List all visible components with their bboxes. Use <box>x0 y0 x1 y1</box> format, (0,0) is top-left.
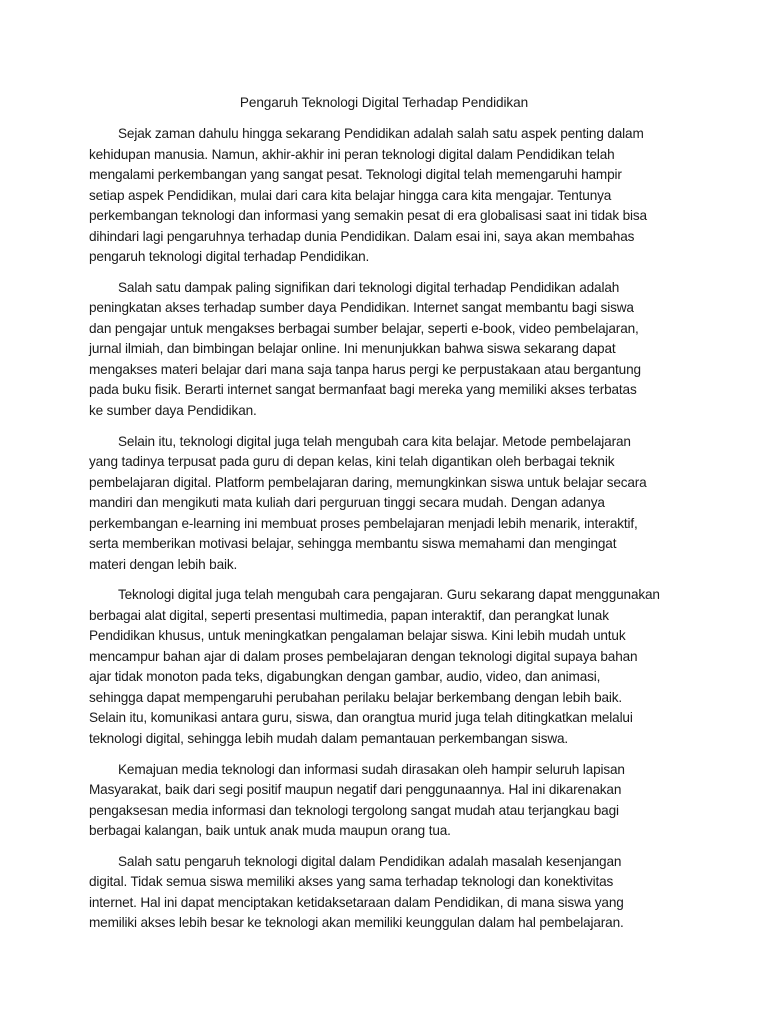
paragraph-line: Salah satu pengaruh teknologi digital dalam Pendidikan adalah masalah kesenjangan <box>118 853 622 869</box>
paragraph-line: yang tadinya terpusat pada guru di depan kelas, kini telah digantikan oleh berbagai teknik <box>89 454 615 470</box>
paragraph-line: materi dengan lebih baik. <box>89 556 238 572</box>
paragraph-line: Selain itu, teknologi digital juga telah mengubah cara kita belajar. Metode pembelajaran <box>118 433 631 449</box>
paragraph-line: berbagai kalangan, baik untuk anak muda maupun orang tua. <box>89 823 451 839</box>
paragraph-line: peningkatan akses terhadap sumber daya Pendidikan. Internet sangat membantu bagi siswa <box>89 300 634 316</box>
paragraph-line: perkembangan teknologi dan informasi yang semakin pesat di era globalisasi saat ini tidak bisa <box>89 208 647 223</box>
paragraph-line: mengakses materi belajar dari mana saja tanpa harus pergi ke perpustakaan atau bergantung <box>89 361 641 377</box>
paragraph <box>89 760 689 842</box>
paragraph-line: berbagai alat digital, seperti presentasi multimedia, papan interaktif, dan perangkat lunak <box>89 607 609 623</box>
paragraph-line: serta memberikan motivasi belajar, sehingga membantu siswa memahami dan mengingat <box>89 536 617 552</box>
paragraph-line: internet. Hal ini dapat menciptakan ketidaksetaraan dalam Pendidikan, di mana siswa yang <box>89 894 624 910</box>
paragraph-line: ajar tidak monoton pada teks, digabungkan dengan gambar, audio, video, dan animasi, <box>89 669 601 685</box>
paragraph <box>89 278 689 422</box>
paragraph-line: pengaksesan media informasi dan teknologi tergolong sangat mudah atau terjangkau bagi <box>89 802 619 818</box>
paragraph <box>89 432 689 576</box>
paragraph-line: pembelajaran digital. Platform pembelajaran daring, memungkinkan siswa untuk belajar secara <box>89 474 647 490</box>
document-title: Pengaruh Teknologi Digital Terhadap Pendidikan <box>239 95 529 110</box>
paragraph-line: sehingga dapat mempengaruhi perubahan perilaku belajar berkembang dengan lebih baik. <box>89 689 623 705</box>
paragraph-line: Selain itu, komunikasi antara guru, siswa, dan orangtua murid juga telah ditingkatkan melalui <box>89 710 633 726</box>
paragraph-line: dan pengajar untuk mengakses berbagai sumber belajar, seperti e-book, video pembelajaran, <box>89 320 639 336</box>
paragraph-line: Kemajuan media teknologi dan informasi sudah dirasakan oleh hampir seluruh lapisan <box>118 761 625 777</box>
paragraph-line: Pendidikan khusus, untuk meningkatkan pengalaman belajar siswa. Kini lebih mudah untuk <box>89 628 626 644</box>
paragraph-line: pengaruh teknologi digital terhadap Pendidikan. <box>89 249 370 264</box>
paragraph <box>89 585 689 749</box>
paragraph-line: Teknologi digital juga telah mengubah cara pengajaran. Guru sekarang dapat menggunakan <box>118 587 660 603</box>
paragraph-line: pada buku fisik. Berarti internet sangat bermanfaat bagi mereka yang memiliki akses terbatas <box>89 382 637 398</box>
paragraph-line: kehidupan manusia. Namun, akhir-akhir ini peran teknologi digital dalam Pendidikan telah <box>89 146 615 162</box>
paragraph-line: perkembangan e-learning ini membuat proses pembelajaran menjadi lebih menarik, interaktif, <box>89 515 638 531</box>
paragraph-line: digital. Tidak semua siswa memiliki akses yang sama terhadap teknologi dan konektivitas <box>89 874 614 890</box>
paragraph <box>89 124 689 268</box>
paragraph-line: mencampur bahan ajar di dalam proses pembelajaran dengan teknologi digital supaya bahan <box>89 648 638 664</box>
document-body <box>89 124 689 944</box>
paragraph-line: teknologi digital, sehingga lebih mudah dalam pemantauan perkembangan siswa. <box>89 730 569 746</box>
paragraph-line: Salah satu dampak paling signifikan dari teknologi digital terhadap Pendidikan adalah <box>118 279 620 295</box>
paragraph-line: setiap aspek Pendidikan, mulai dari cara kita belajar hingga cara kita mengajar. Tentunya <box>89 187 612 203</box>
paragraph-line: mandiri dan mengikuti mata kuliah dari perguruan tinggi secara mudah. Dengan adanya <box>89 495 605 511</box>
paragraph-line: memiliki akses lebih besar ke teknologi akan memiliki keunggulan dalam hal pembelajaran. <box>89 915 624 931</box>
paragraph <box>89 852 689 934</box>
paragraph-line: Sejak zaman dahulu hingga sekarang Pendidikan adalah salah satu aspek penting dalam <box>118 126 644 141</box>
paragraph-line: Masyarakat, baik dari segi positif maupun negatif dari penggunaannya. Hal ini dikarenakan <box>89 782 622 798</box>
paragraph-line: mengalami perkembangan yang sangat pesat. Teknologi digital telah memengaruhi hampir <box>89 167 622 182</box>
paragraph-line: jurnal ilmiah, dan bimbingan belajar online. Ini menunjukkan bahwa siswa sekarang dapat <box>89 341 616 357</box>
paragraph-line: dihindari lagi pengaruhnya terhadap dunia Pendidikan. Dalam esai ini, saya akan membahas <box>89 228 635 244</box>
paragraph-line: ke sumber daya Pendidikan. <box>89 402 257 418</box>
